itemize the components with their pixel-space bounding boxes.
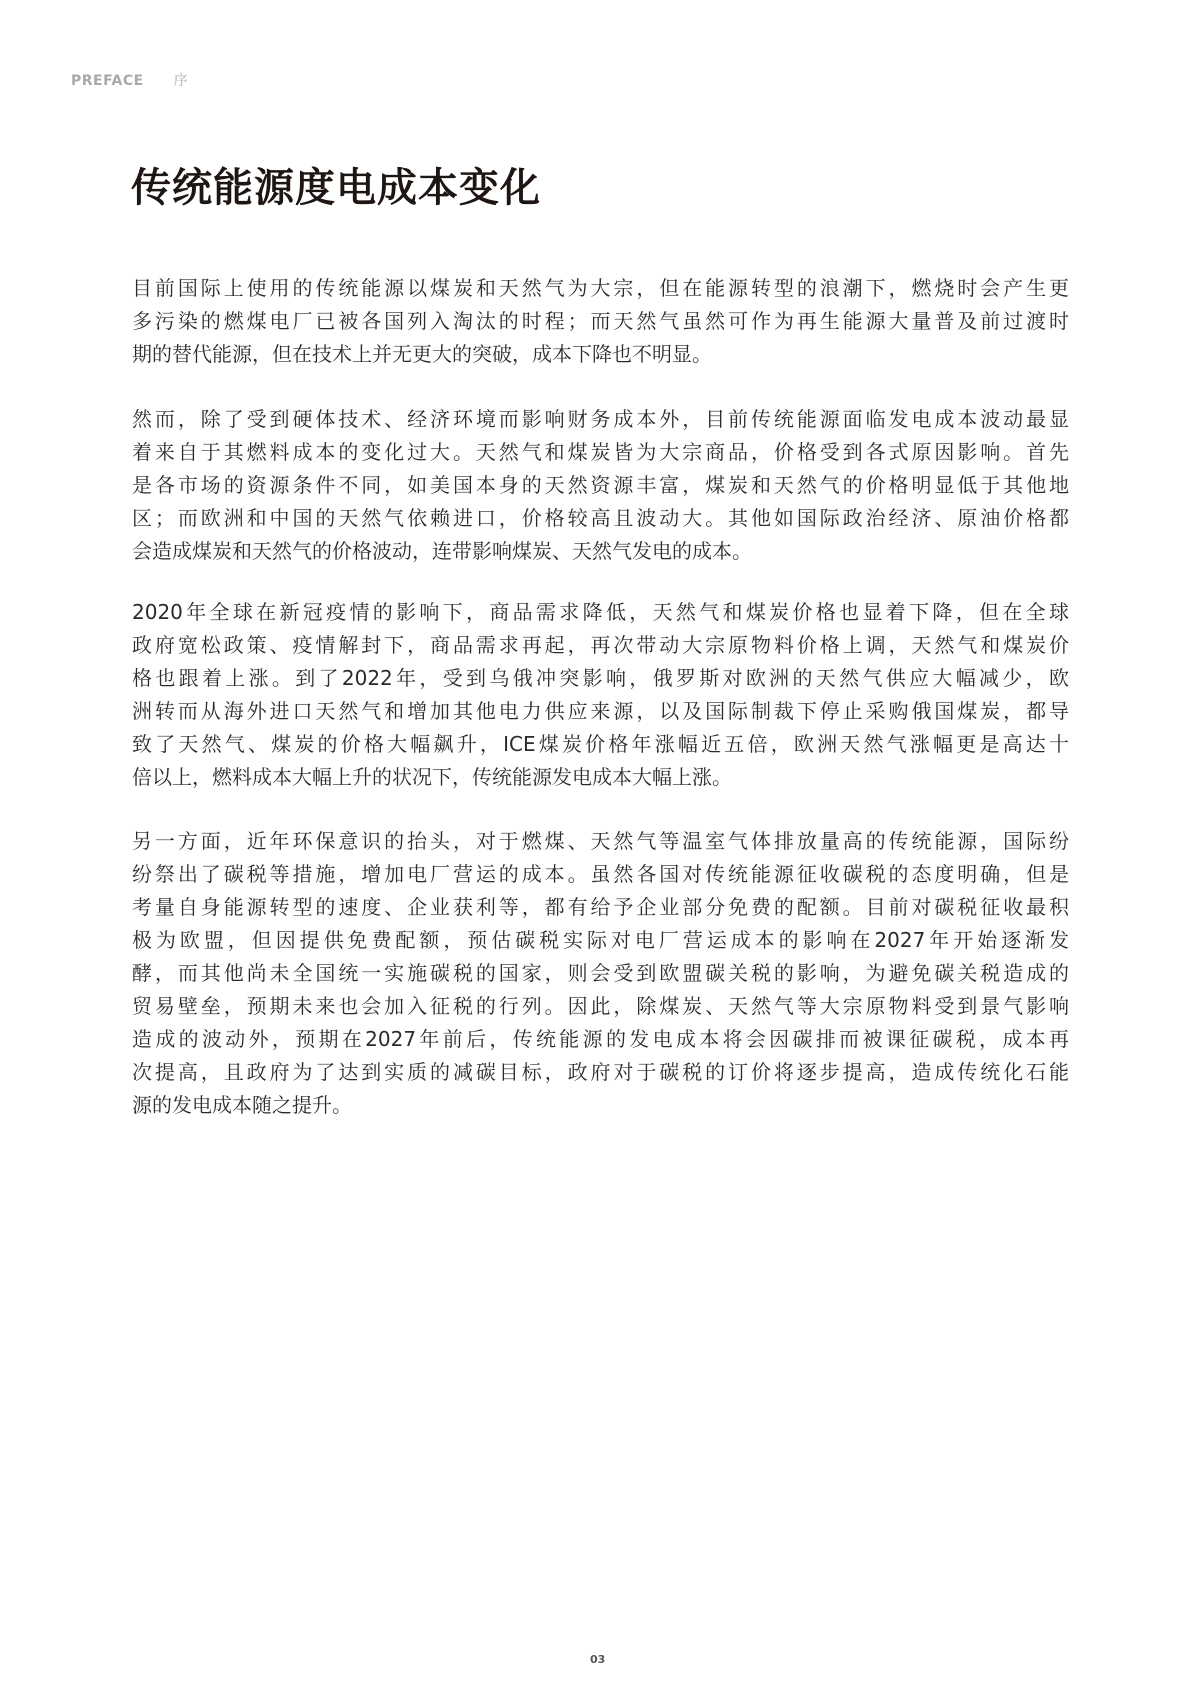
text-line: 区；而欧洲和中国的天然气依赖进口，价格较高且波动大。其他如国际政治经济、原油价格都 [132,506,1069,530]
text-line: 着来自于其燃料成本的变化过大。天然气和煤炭皆为大宗商品，价格受到各式原因影响。首先 [132,440,1069,464]
paragraph-2 [132,403,1069,568]
text-line: 致了天然气、煤炭的价格大幅飙升，ICE煤炭价格年涨幅近五倍，欧洲天然气涨幅更是高达十 [132,732,1069,756]
text-line: 期的替代能源，但在技术上并无更大的突破，成本下降也不明显。 [132,342,712,366]
text-line: 倍以上，燃料成本大幅上升的状况下，传统能源发电成本大幅上涨。 [132,765,732,789]
text-line: 洲转而从海外进口天然气和增加其他电力供应来源，以及国际制裁下停止采购俄国煤炭，都导 [132,699,1069,723]
section-header [71,70,188,90]
page-number: 03 [590,1653,606,1666]
text-line: 是各市场的资源条件不同，如美国本身的天然资源丰富，煤炭和天然气的价格明显低于其他地 [132,473,1069,497]
text-line: 考量自身能源转型的速度、企业获利等，都有给予企业部分免费的配额。目前对碳税征收最积 [132,895,1069,919]
text-line: 政府宽松政策、疫情解封下，商品需求再起，再次带动大宗原物料价格上调，天然气和煤炭价 [132,633,1069,657]
text-line: 次提高，且政府为了达到实质的减碳目标，政府对于碳税的订价将逐步提高，造成传统化石能 [132,1060,1069,1084]
text-line: 目前国际上使用的传统能源以煤炭和天然气为大宗，但在能源转型的浪潮下，燃烧时会产生更 [132,276,1069,300]
text-line: 2020年全球在新冠疫情的影响下，商品需求降低，天然气和煤炭价格也显着下降，但在全球 [132,600,1069,624]
text-line: 然而，除了受到硬体技术、经济环境而影响财务成本外，目前传统能源面临发电成本波动最显 [132,407,1069,431]
section-label-zh: 序 [173,73,189,89]
page-title: 传统能源度电成本变化 [131,165,541,211]
text-line: 纷祭出了碳税等措施，增加电厂营运的成本。虽然各国对传统能源征收碳税的态度明确，但是 [132,862,1069,886]
paragraph-3 [132,596,1069,794]
text-line: 会造成煤炭和天然气的价格波动，连带影响煤炭、天然气发电的成本。 [132,539,752,563]
text-line: 造成的波动外，预期在2027年前后，传统能源的发电成本将会因碳排而被课征碳税，成本再 [132,1027,1069,1051]
paragraph-1 [132,272,1069,371]
text-line: 极为欧盟，但因提供免费配额，预估碳税实际对电厂营运成本的影响在2027年开始逐渐发 [132,928,1069,952]
paragraph-4 [132,825,1069,1122]
text-line: 格也跟着上涨。到了2022年，受到乌俄冲突影响，俄罗斯对欧洲的天然气供应大幅减少，欧 [132,666,1069,690]
section-label-en: PREFACE [71,73,144,89]
text-line: 酵，而其他尚未全国统一实施碳税的国家，则会受到欧盟碳关税的影响，为避免碳关税造成的 [132,961,1069,985]
text-line: 另一方面，近年环保意识的抬头，对于燃煤、天然气等温室气体排放量高的传统能源，国际纷 [132,829,1069,853]
text-line: 多污染的燃煤电厂已被各国列入淘汰的时程；而天然气虽然可作为再生能源大量普及前过渡时 [132,309,1069,333]
text-line: 贸易壁垒，预期未来也会加入征税的行列。因此，除煤炭、天然气等大宗原物料受到景气影响 [132,994,1069,1018]
text-line: 源的发电成本随之提升。 [132,1093,352,1117]
